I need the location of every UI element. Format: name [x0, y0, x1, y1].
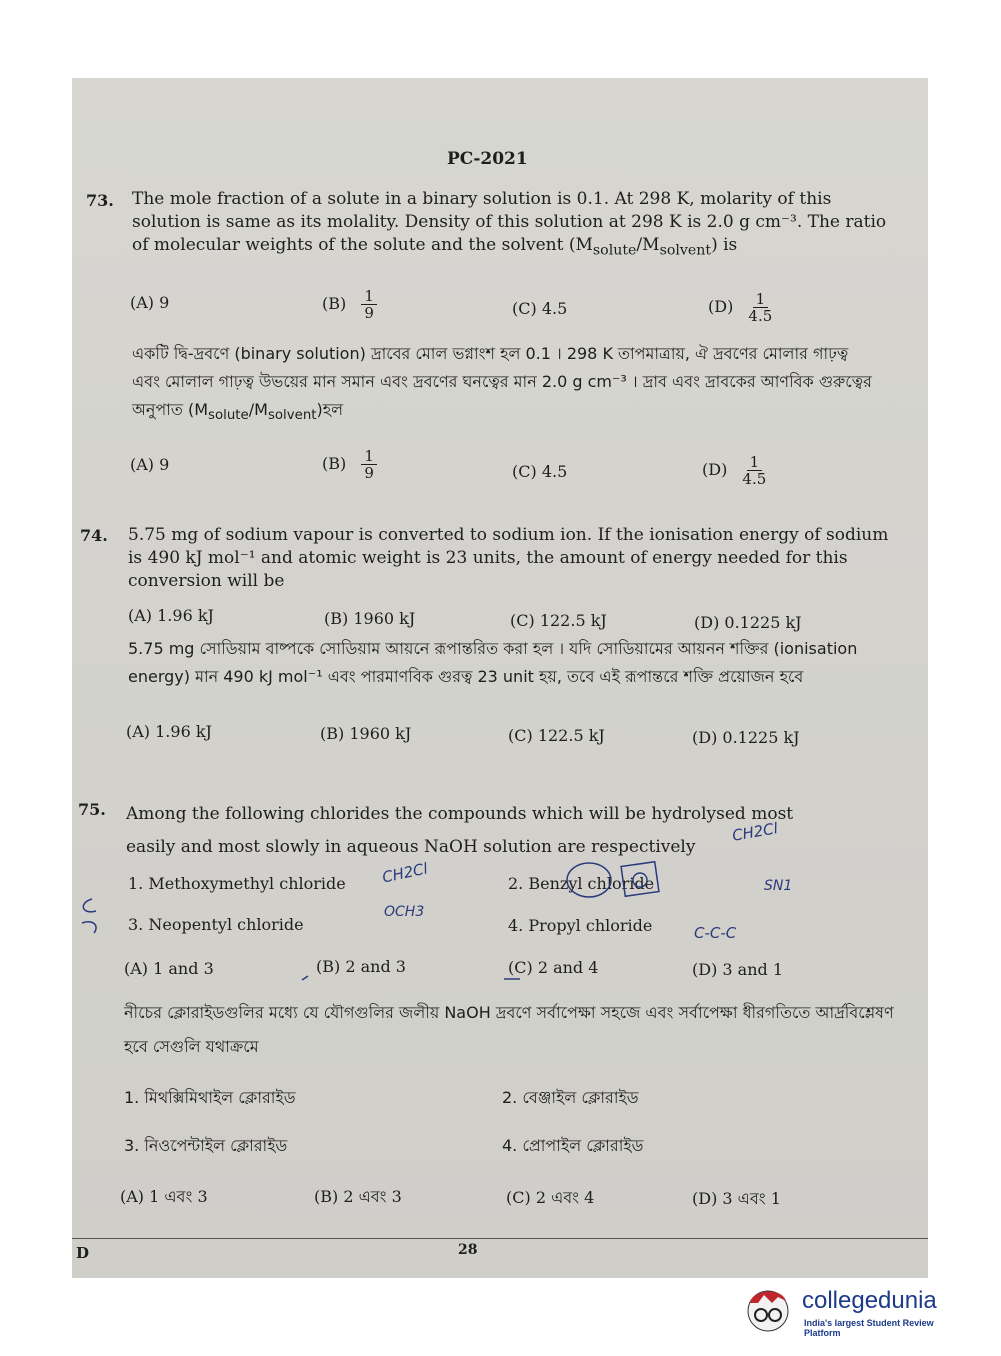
page-number: 28: [458, 1242, 478, 1258]
logo-name: collegedunia: [802, 1287, 937, 1314]
q75-option-b: (B) 2 and 3: [316, 957, 406, 976]
q75-option-a: (A) 1 and 3: [124, 959, 214, 978]
q74-bn-option-a: (A) 1.96 kJ: [126, 722, 212, 741]
q73-bn-option-d: (D) $\frac{1}{4.5}$: [702, 453, 767, 488]
q73-option-d: (D) $\frac{1}{4.5}$: [708, 290, 773, 325]
q74-bn-option-d: (D) 0.1225 kJ: [692, 728, 800, 747]
q75-item-2: 2. Benzyl chloride: [508, 874, 655, 893]
exam-page: [72, 78, 928, 1278]
q73-bn-option-c: (C) 4.5: [512, 462, 568, 481]
question-73-bengali: একটি দ্বি-দ্রবণে (binary solution) দ্রাবের মোল ভগ্নাংশ হল 0.1 । 298 K তাপমাত্রায়, ঐ দ্রবণের মোলার গাঢ়ত্ব এবং মোলাল গাঢ়ত্ব উভয়ের মান সমান এবং দ্রবণের ঘনত্বের মান 2.0 g cm⁻³ । দ্রাব এবং দ্রাবকের আণবিক গুরুত্বের অনুপাত $(M_{solute}/M_{solvent})হল$: [132, 344, 872, 424]
handwritten-note: SN1: [764, 878, 793, 894]
question-74-bengali: 5.75 mg সোডিয়াম বাষ্পকে সোডিয়াম আয়নে রূপান্তরিত করা হল । যদি সোডিয়ামের আয়নন শক্তির (ionisation energy) মান 490 kJ mol⁻¹ এবং পারমাণবিক গুরত্ব 23 unit হয়, তবে এই রূপান্তরে শক্তি প্রয়োজন হবে: [128, 639, 858, 686]
handwritten-note: CH2Cl: [730, 819, 780, 845]
handwritten-circle: [547, 858, 687, 908]
q73-option-c: (C) 4.5: [512, 299, 568, 318]
q75-item-3: 3. Neopentyl chloride: [128, 915, 304, 934]
q74-bn-option-c: (C) 122.5 kJ: [508, 726, 605, 745]
q75-bn-item-1: 1. মিথক্সিমিথাইল ক্লোরাইড: [124, 1088, 296, 1107]
q74-option-b: (B) 1960 kJ: [324, 609, 416, 628]
q75-bn-option-c: (C) 2 এবং 4: [506, 1188, 595, 1207]
q75-bn-option-b: (B) 2 এবং 3: [314, 1187, 402, 1206]
q74-option-a: (A) 1.96 kJ: [128, 606, 214, 625]
handwritten-note: C-C-C: [694, 924, 737, 942]
question-number-73: 73.: [86, 191, 114, 210]
question-74-text: 5.75 mg of sodium vapour is converted to sodium ion. If the ionisation energy of sodium is 490 kJ mol⁻¹ and atomic weight is 23 units, the amount of energy needed for this conversion will be: [128, 525, 889, 591]
logo-tagline: India's largest Student Review Platform: [804, 1318, 934, 1338]
q75-option-d: (D) 3 and 1: [692, 960, 784, 979]
question-73-text: The mole fraction of a solute in a binary solution is 0.1. At 298 K, molarity of this solution is same as its molality. Density of this solution at 298 K is 2.0 g cm⁻³. The ratio of molecular weights of the solute and the solvent $(M_{solute}/M_{solvent})$ is: [132, 189, 887, 259]
q75-bn-item-4: 4. প্রোপাইল ক্লোরাইড: [502, 1136, 644, 1155]
q73-option-a: (A) 9: [130, 293, 170, 312]
q75-bn-item-2: 2. বেঞ্জাইল ক্লোরাইড: [502, 1088, 639, 1107]
question-75-bengali: নীচের ক্লোরাইডগুলির মধ্যে যে যৌগগুলির জলীয় NaOH দ্রবণে সর্বাপেক্ষা সহজে এবং সর্বাপেক্ষা ধীরগতিতে আর্দ্রবিশ্লেষণ হবে সেগুলি যথাক্রমে: [124, 1003, 894, 1056]
footer-divider: [72, 1238, 928, 1239]
question-number-74: 74.: [80, 526, 108, 545]
q75-item-4: 4. Propyl chloride: [508, 916, 653, 935]
q73-bn-option-a: (A) 9: [130, 455, 170, 474]
margin-scribble: [72, 893, 112, 943]
q74-bn-option-b: (B) 1960 kJ: [320, 724, 412, 743]
q75-bn-option-a: (A) 1 এবং 3: [120, 1187, 208, 1206]
q73-bn-option-b: (B) $\frac{1}{9}$: [322, 448, 377, 481]
footer-code: D: [76, 1244, 90, 1262]
underline-marks: [300, 974, 720, 984]
q75-bn-item-3: 3. নিওপেন্টাইল ক্লোরাইড: [124, 1136, 288, 1155]
mascot-icon: [742, 1285, 798, 1335]
question-number-75: 75.: [78, 800, 106, 819]
q75-item-1: 1. Methoxymethyl chloride: [128, 874, 346, 893]
handwritten-note: OCH3: [384, 904, 425, 920]
fraction: $\frac{1}{4.5}$: [748, 290, 773, 325]
q75-bn-option-d: (D) 3 এবং 1: [692, 1189, 781, 1208]
page-header: PC-2021: [447, 149, 528, 169]
q74-option-c: (C) 122.5 kJ: [510, 611, 607, 630]
q73-option-b: (B) $\frac{1}{9}$: [322, 288, 377, 321]
q75-option-c: (C) 2 and 4: [508, 958, 599, 977]
fraction: $\frac{1}{9}$: [361, 448, 377, 481]
fraction: $\frac{1}{9}$: [361, 288, 377, 321]
collegedunia-logo: [742, 1285, 972, 1338]
handwritten-note: CH2Cl: [380, 859, 430, 887]
fraction: $\frac{1}{4.5}$: [742, 453, 767, 488]
question-75-text: Among the following chlorides the compounds which will be hydrolysed most easily and most slowly in aqueous NaOH solution are respectively: [126, 804, 794, 857]
q74-option-d: (D) 0.1225 kJ: [694, 613, 802, 632]
